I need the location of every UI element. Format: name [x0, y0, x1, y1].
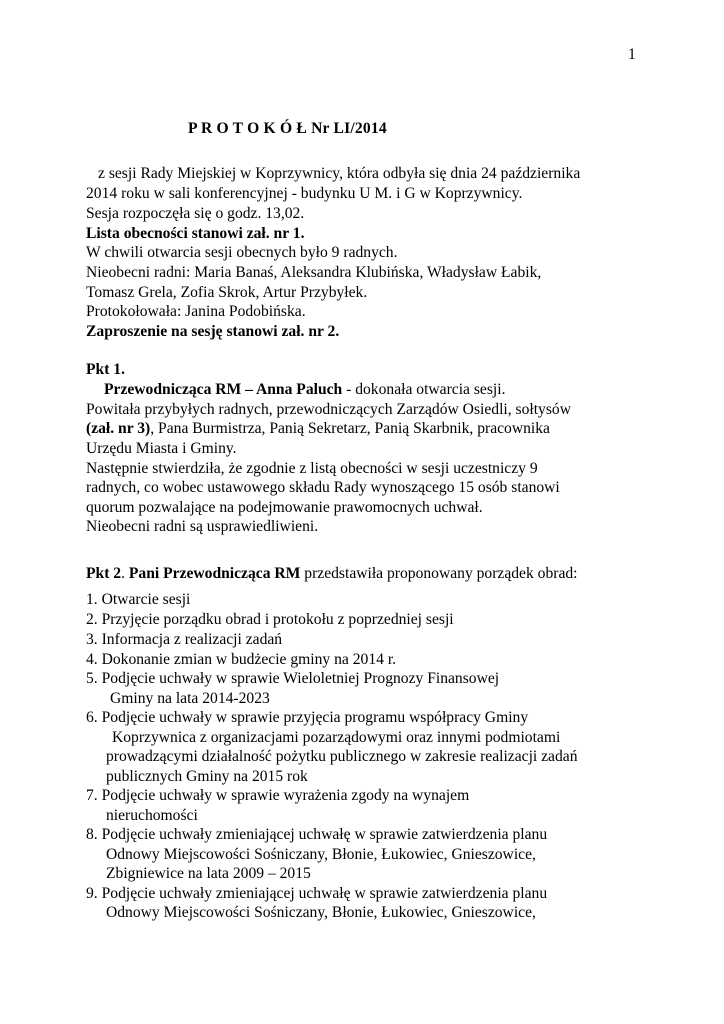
agenda-item-7-cont: nieruchomości: [106, 807, 198, 824]
attendance-list-note: Lista obecności stanowi zał. nr 1.: [86, 225, 305, 242]
intro-line-3: Sesja rozpoczęła się o godz. 13,02.: [86, 205, 305, 222]
pkt2-label: Pkt 2: [86, 565, 122, 582]
pkt1-line-2-rest: , Pana Burmistrza, Panią Sekretarz, Panią Skarbnik, pracownika: [150, 420, 550, 437]
agenda-item-6-cont-1: Koprzywnica z organizacjami pozarządowymi oraz innymi podmiotami: [112, 729, 561, 746]
minutes-taker: Protokołowała: Janina Podobińska.: [86, 303, 306, 320]
agenda-item-4: 4. Dokonanie zmian w budżecie gminy na 2014 r.: [86, 651, 397, 668]
agenda-item-6: 6. Podjęcie uchwały w sprawie przyjęcia programu współpracy Gminy: [86, 709, 529, 726]
agenda-item-2: 2. Przyjęcie porządku obrad i protokołu z poprzedniej sesji: [86, 611, 454, 628]
chair-action: - dokonała otwarcia sesji.: [342, 381, 506, 398]
pkt1-line-7: Nieobecni radni są usprawiedliwieni.: [86, 518, 319, 535]
agenda-item-5: 5. Podjęcie uchwały w sprawie Wieloletniej Prognozy Finansowej: [86, 670, 500, 687]
pkt2-heading-rest: przedstawiła proponowany porządek obrad:: [300, 565, 578, 582]
pkt1-line-3: Urzędu Miasta i Gminy.: [86, 440, 237, 457]
page-number: 1: [628, 46, 636, 63]
pkt1-chair-line: [104, 380, 505, 400]
agenda-item-8-cont-1: Odnowy Miejscowości Sośniczany, Błonie, Łukowiec, Gnieszowice,: [106, 846, 536, 863]
pkt1-line-1: Powitała przybyłych radnych, przewodniczących Zarządów Osiedli, sołtysów: [86, 401, 571, 418]
present-count: W chwili otwarcia sesji obecnych było 9 radnych.: [86, 244, 398, 261]
intro-line-2: 2014 roku w sali konferencyjnej - budynku U M. i G w Koprzywnicy.: [86, 185, 523, 202]
pkt2-dot: .: [121, 565, 129, 582]
pkt1-line-4: Następnie stwierdziła, że zgodnie z listą obecności w sesji uczestniczy 9: [86, 460, 538, 477]
agenda-item-3: 3. Informacja z realizacji zadań: [86, 631, 283, 648]
agenda-item-1: 1. Otwarcie sesji: [86, 591, 191, 608]
chair-name: Przewodnicząca RM – Anna Paluch: [104, 381, 343, 398]
agenda-item-8: 8. Podjęcie uchwały zmieniającej uchwałę w sprawie zatwierdzenia planu: [86, 826, 548, 843]
intro-line-1: z sesji Rady Miejskiej w Koprzywnicy, która odbyła się dnia 24 października: [98, 165, 581, 182]
pkt1-line-6: quorum pozwalające na podejmowanie prawomocnych uchwał.: [86, 499, 483, 516]
pkt1-line-5: radnych, co wobec ustawowego składu Rady wynoszącego 15 osób stanowi: [86, 479, 560, 496]
invitation-note: Zaproszenie na sesję stanowi zał. nr 2.: [86, 323, 340, 340]
pkt1-heading: Pkt 1.: [86, 361, 125, 378]
pkt2-heading: [86, 564, 578, 584]
agenda-item-6-cont-2: prowadzącymi działalność pożytku publicznego w zakresie realizacji zadań: [106, 748, 578, 765]
pkt1-line-2: [86, 419, 550, 439]
agenda-item-8-cont-2: Zbigniewice na lata 2009 – 2015: [106, 865, 311, 882]
agenda-item-9-cont: Odnowy Miejscowości Sośniczany, Błonie, Łukowiec, Gnieszowice,: [106, 904, 536, 921]
pkt2-chair: Pani Przewodnicząca RM: [128, 565, 301, 582]
agenda-item-6-cont-3: publicznych Gminy na 2015 rok: [106, 768, 308, 785]
attachment-ref: (zał. nr 3): [86, 420, 151, 437]
absent-line-2: Tomasz Grela, Zofia Skrok, Artur Przybyłek.: [86, 284, 368, 301]
absent-line-1: Nieobecni radni: Maria Banaś, Aleksandra Klubińska, Władysław Łabik,: [86, 264, 542, 281]
agenda-item-9: 9. Podjęcie uchwały zmieniającej uchwałę w sprawie zatwierdzenia planu: [86, 885, 548, 902]
agenda-item-7: 7. Podjęcie uchwały w sprawie wyrażenia zgody na wynajem: [86, 787, 470, 804]
document-title: P R O T O K Ó Ł Nr LI/2014: [188, 120, 387, 137]
agenda-item-5-cont: Gminy na lata 2014-2023: [110, 690, 270, 707]
